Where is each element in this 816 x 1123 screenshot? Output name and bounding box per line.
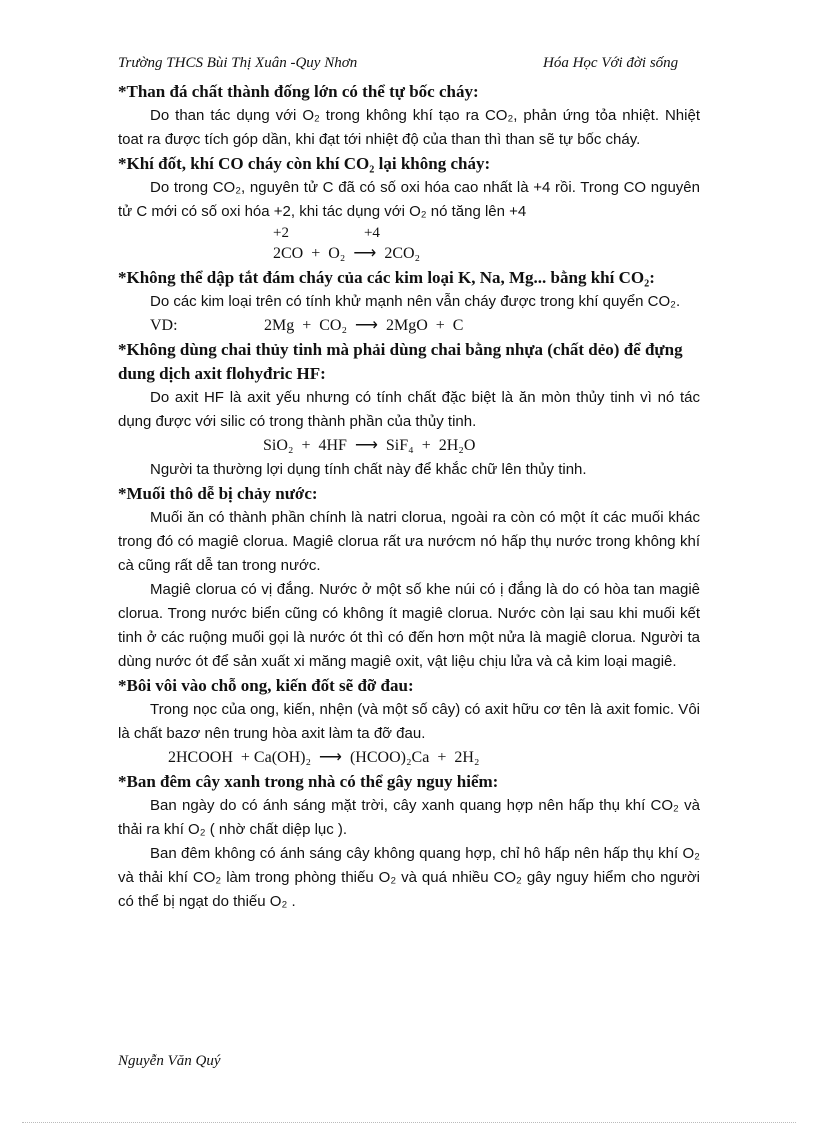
chemical-equation: 2CO + O₂ ⟶ 2CO₂	[273, 245, 421, 262]
paragraph: Do trong CO₂, nguyên tử C đã có số oxi hóa cao nhất là +4 rồi. Trong CO nguyên tử C mới có số oxi hóa +2, khi tác dụng với O₂ nó tăng lên +4	[118, 179, 700, 220]
header-subject: Hóa Học Với đời sống	[543, 55, 679, 71]
paragraph: Trong nọc của ong, kiến, nhện (và một số cây) có axit hữu cơ tên là axit fomic. Vôi là chất bazơ nên trung hòa axit làm ta đỡ đau.	[118, 701, 700, 742]
header-school: Trường THCS Bùi Thị Xuân -Quy Nhơn	[118, 55, 358, 71]
section-heading: *Bôi vôi vào chỗ ong, kiến đốt sẽ đỡ đau:	[118, 676, 414, 695]
paragraph: Do axit HF là axit yếu nhưng có tính chất đặc biệt là ăn mòn thủy tinh vì nó tác dụng được với silic có trong thành phần của thủy tinh.	[118, 389, 700, 430]
section-heading: *Không thể dập tắt đám cháy của các kim loại K, Na, Mg... bằng khí CO₂:	[118, 268, 655, 287]
oxidation-numbers: +2 +4	[273, 225, 380, 241]
section-heading: *Muối thô dễ bị chảy nước:	[118, 484, 318, 503]
chemical-equation: 2HCOOH + Ca(OH)₂ ⟶ (HCOO)₂Ca + 2H₂	[168, 749, 480, 766]
chemical-equation: 2Mg + CO₂ ⟶ 2MgO + C	[264, 317, 464, 334]
paragraph: Ban ngày do có ánh sáng mặt trời, cây xanh quang hợp nên hấp thụ khí CO₂ và thải ra khí O₂ ( nhờ chất diệp lục ).	[118, 797, 700, 838]
paragraph: Ban đêm không có ánh sáng cây không quang hợp, chỉ hô hấp nên hấp thụ khí O₂ và thải khí CO₂ làm trong phòng thiếu O₂ và quá nhiều CO₂ gây nguy hiểm cho người có thể bị ngạt do thiếu O₂ .	[118, 845, 700, 910]
section-heading: *Không dùng chai thủy tinh mà phải dùng chai bằng nhựa (chất dẻo) để đựng dung dịch axit flohyđric HF:	[118, 340, 683, 383]
paragraph: Do các kim loại trên có tính khử mạnh nên vẫn cháy được trong khí quyển CO₂.	[150, 293, 681, 310]
paragraph: Do than tác dụng với O₂ trong không khí tạo ra CO₂, phản ứng tỏa nhiệt. Nhiệt toat ra được tích góp dần, khi đạt tới nhiệt độ của than thì than sẽ tự bốc cháy.	[118, 107, 700, 148]
example-label: VD:	[150, 317, 178, 334]
example-line	[118, 314, 700, 338]
paragraph: Magiê clorua có vị đắng. Nước ở một số khe núi có ị đắng là do có hòa tan magiê clorua. Trong nước biển cũng có không ít magiê clorua. Nước còn lại sau khi muối kết tinh ở các ruộng muối gọi là nước ót thì có đến hơn một nửa là magiê clorua. Người ta dùng nước ót để sản xuất xi măng magiê oxit, vật liệu chịu lửa và cả kim loại magiê.	[118, 581, 700, 670]
section-heading: *Than đá chất thành đống lớn có thể tự bốc cháy:	[118, 82, 479, 101]
paragraph: Muối ăn có thành phần chính là natri clorua, ngoài ra còn có một ít các muối khác trong đó có magiê clorua. Magiê clorua rất ưa nướcm nó hấp thụ nước trong không khí cà cũng rất dễ tan trong nước.	[118, 509, 700, 574]
section-heading: *Ban đêm cây xanh trong nhà có thể gây nguy hiểm:	[118, 772, 499, 791]
section-heading: *Khí đốt, khí CO cháy còn khí CO₂ lại không cháy:	[118, 154, 491, 173]
paragraph: Người ta thường lợi dụng tính chất này để khắc chữ lên thủy tinh.	[150, 461, 587, 478]
chemical-equation: SiO₂ + 4HF ⟶ SiF₄ + 2H₂O	[263, 437, 476, 454]
document-body	[118, 80, 700, 914]
footer-author: Nguyễn Văn Quý	[118, 1053, 221, 1069]
